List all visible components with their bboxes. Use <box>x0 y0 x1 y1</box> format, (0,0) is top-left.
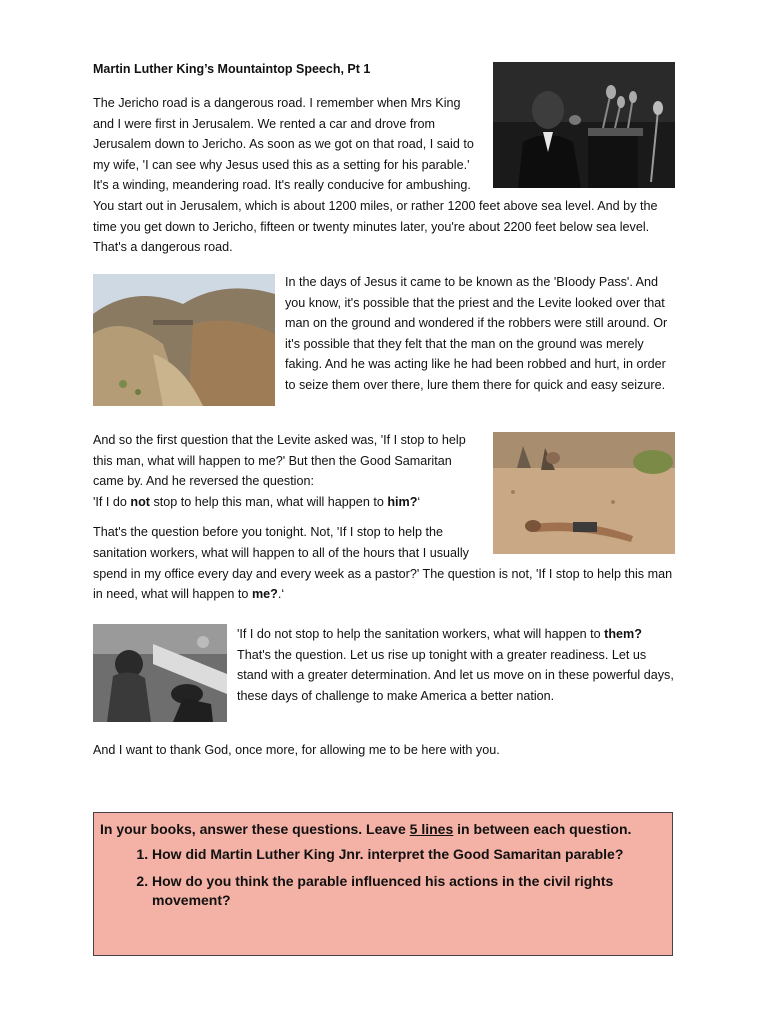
section-levite-question <box>93 430 675 605</box>
paragraph-bloody-pass: In the days of Jesus it came to be known as the 'BIoody Pass'. And you know, it's possible that the priest and the Levite looked over that man on the ground and wondered if the robbers were still around. Or it's possible that they felt that the man on the ground was merely faking. And he was acting like he had been robbed and hurt, in order to seize them over there, lure them there for quick and easy seizure. <box>285 275 668 392</box>
samaritan-question-b: stop to help this man, what will happen to <box>150 494 388 509</box>
sanitation-text-a: 'If I do not stop to help the sanitation workers, what will happen to <box>237 627 605 641</box>
section-bloody-pass <box>93 272 675 410</box>
question-item-1: 1. How did Martin Luther King Jnr. interpret the Good Samaritan parable? <box>152 845 662 864</box>
sanitation-text-b: That's the question. Let us rise up tonight with a greater readiness. Let us stand with a greater determination. And let us move on in these powerful days, these days of challenge to make America a better nation. <box>237 647 674 703</box>
paragraph-jericho-road: The Jericho road is a dangerous road. I remember when Mrs King and I were first in Jerusalem. We rented a car and drove from Jerusalem down to Jericho. As soon as we got on that road, I said to my wife, 'I can see why Jesus used this as a setting for his parable.' It's a winding, meandering road. It's really conducive for ambushing. You start out in Jerusalem, which is about 1200 miles, or rather 1200 feet above sea level. And by the time you get down to Jericho, fifteen or twenty minutes later, you're about 2200 feet below sea level. That's a dangerous road. <box>93 96 658 255</box>
questions-box <box>93 812 673 956</box>
section-jericho-road <box>93 93 675 258</box>
instructions-lines: 5 lines <box>409 821 454 837</box>
speaker-photo <box>493 62 675 188</box>
question-tonight-end: .‘ <box>277 587 285 602</box>
wounded-man-photo <box>493 432 675 554</box>
instructions-text-b: in between each question. <box>453 821 632 837</box>
question-tonight-me: me? <box>251 587 278 602</box>
instructions-text-a: In your books, answer these questions. Leave <box>100 821 410 837</box>
protest-photo <box>93 624 227 722</box>
section-sanitation-workers <box>93 624 675 726</box>
samaritan-question-end: ‘ <box>417 494 421 509</box>
samaritan-question-him: him? <box>387 494 418 509</box>
samaritan-question-not: not <box>130 494 150 509</box>
sanitation-text-them: them? <box>604 627 642 641</box>
paragraph-thank-god: And I want to thank God, once more, for allowing me to be here with you. <box>93 743 500 757</box>
questions-instructions <box>100 820 662 839</box>
samaritan-question-a: 'If I do <box>93 494 131 509</box>
questions-list <box>100 845 662 910</box>
levite-question-text: And so the first question that the Levite asked was, 'If I stop to help this man, what will happen to me?' But then the Good Samaritan came by. And he reversed the question: <box>93 433 466 489</box>
canyon-photo <box>93 274 275 406</box>
page-title: Martin Luther King’s Mountaintop Speech, Pt 1 <box>93 62 371 76</box>
question-tonight-text: That's the question before you tonight. Not, 'If I stop to help the sanitation workers, what will happen to all of the hours that I usually spend in my office every day and every week as a pastor?' The question is not, 'If I stop to help this man in need, what will happen to <box>93 525 673 602</box>
question-item-2: 2. How do you think the parable influenced his actions in the civil rights movement? <box>152 872 662 910</box>
